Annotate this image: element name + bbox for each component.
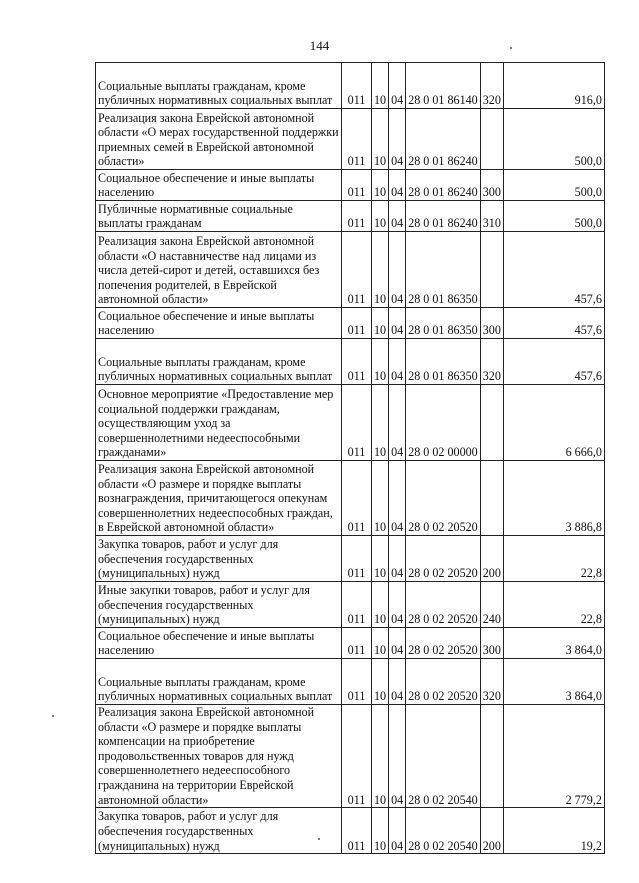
row-subsection-code: 04 (389, 339, 406, 385)
row-name: Публичные нормативные социальные выплаты гражданам (96, 201, 342, 232)
row-section-code: 10 (372, 339, 389, 385)
row-subsection-code: 04 (389, 170, 406, 201)
row-name: Реализация закона Еврейской автономной области «О размере и порядке выплаты компенсации на приобретение продовольственных товаров для нужд совершеннолетнего недееспособного гражданина на территории Еврейской автономной области» (96, 705, 342, 808)
row-target-article-code: 28 0 01 86350 (406, 232, 481, 308)
row-name: Реализация закона Еврейской автономной области «О размере и порядке выплаты вознаграждения, причитающегося опекунам совершеннолетних недееспособных граждан, в Еврейской автономной области» (96, 461, 342, 536)
row-sum: 6 666,0 (503, 385, 604, 461)
row-target-article-code: 28 0 02 00000 (406, 385, 481, 461)
row-name: Реализация закона Еврейской автономной области «О наставничестве над лицами из числа детей-сирот и детей, оставшихся без попечения родителей, в Еврейской автономной области» (96, 232, 342, 308)
table-row (96, 628, 605, 659)
row-target-article-code: 28 0 02 20520 (406, 582, 481, 628)
row-admin-code: 011 (342, 232, 372, 308)
row-sum: 500,0 (503, 170, 604, 201)
table-row (96, 659, 605, 705)
row-name: Основное мероприятие «Предоставление мер социальной поддержки гражданам, осуществляющим уход за совершеннолетними недееспособными гражданами» (96, 385, 342, 461)
row-admin-code: 011 (342, 808, 372, 854)
row-expense-type-code (480, 232, 503, 308)
row-name: Реализация закона Еврейской автономной области «О мерах государственной поддержки приемных семей в Еврейской автономной области» (96, 109, 342, 170)
row-sum: 3 864,0 (503, 628, 604, 659)
row-section-code: 10 (372, 659, 389, 705)
row-section-code: 10 (372, 705, 389, 808)
row-expense-type-code: 320 (480, 63, 503, 109)
row-name: Социальные выплаты гражданам, кроме публичных нормативных социальных выплат (96, 339, 342, 385)
row-section-code: 10 (372, 582, 389, 628)
row-admin-code: 011 (342, 659, 372, 705)
row-name: Закупка товаров, работ и услуг для обеспечения государственных (муниципальных) нужд (96, 536, 342, 582)
row-sum: 19,2 (503, 808, 604, 854)
table-row (96, 461, 605, 536)
row-subsection-code: 04 (389, 201, 406, 232)
table-row (96, 582, 605, 628)
row-subsection-code: 04 (389, 385, 406, 461)
row-subsection-code: 04 (389, 536, 406, 582)
table-row (96, 170, 605, 201)
row-target-article-code: 28 0 01 86350 (406, 339, 481, 385)
row-subsection-code: 04 (389, 808, 406, 854)
row-sum: 3 886,8 (503, 461, 604, 536)
row-target-article-code: 28 0 01 86240 (406, 109, 481, 170)
row-expense-type-code: 240 (480, 582, 503, 628)
row-sum: 500,0 (503, 109, 604, 170)
row-expense-type-code: 320 (480, 339, 503, 385)
row-section-code: 10 (372, 232, 389, 308)
row-subsection-code: 04 (389, 705, 406, 808)
row-admin-code: 011 (342, 109, 372, 170)
row-section-code: 10 (372, 628, 389, 659)
row-admin-code: 011 (342, 201, 372, 232)
row-name: Социальные выплаты гражданам, кроме публичных нормативных социальных выплат (96, 63, 342, 109)
row-target-article-code: 28 0 01 86240 (406, 170, 481, 201)
row-admin-code: 011 (342, 628, 372, 659)
row-expense-type-code: 310 (480, 201, 503, 232)
row-admin-code: 011 (342, 461, 372, 536)
row-subsection-code: 04 (389, 308, 406, 339)
row-section-code: 10 (372, 109, 389, 170)
row-name: Социальное обеспечение и иные выплаты населению (96, 170, 342, 201)
row-expense-type-code (480, 705, 503, 808)
table-row (96, 308, 605, 339)
row-sum: 2 779,2 (503, 705, 604, 808)
row-sum: 3 864,0 (503, 659, 604, 705)
row-target-article-code: 28 0 02 20520 (406, 628, 481, 659)
row-expense-type-code: 200 (480, 536, 503, 582)
row-section-code: 10 (372, 536, 389, 582)
table-row (96, 536, 605, 582)
page-number: 144 (309, 38, 330, 53)
row-name: Социальное обеспечение и иные выплаты населению (96, 308, 342, 339)
row-name: Социальное обеспечение и иные выплаты населению (96, 628, 342, 659)
row-expense-type-code: 200 (480, 808, 503, 854)
row-sum: 500,0 (503, 201, 604, 232)
row-sum: 22,8 (503, 536, 604, 582)
row-subsection-code: 04 (389, 582, 406, 628)
row-admin-code: 011 (342, 582, 372, 628)
row-target-article-code: 28 0 02 20520 (406, 461, 481, 536)
row-section-code: 10 (372, 308, 389, 339)
row-subsection-code: 04 (389, 659, 406, 705)
row-expense-type-code (480, 109, 503, 170)
row-admin-code: 011 (342, 63, 372, 109)
row-target-article-code: 28 0 01 86140 (406, 63, 481, 109)
row-subsection-code: 04 (389, 109, 406, 170)
table-row (96, 339, 605, 385)
row-expense-type-code: 300 (480, 308, 503, 339)
row-section-code: 10 (372, 385, 389, 461)
row-subsection-code: 04 (389, 232, 406, 308)
row-expense-type-code (480, 385, 503, 461)
row-admin-code: 011 (342, 385, 372, 461)
table-row (96, 385, 605, 461)
table-row (96, 232, 605, 308)
row-name: Социальные выплаты гражданам, кроме публичных нормативных социальных выплат (96, 659, 342, 705)
row-admin-code: 011 (342, 308, 372, 339)
row-name: Иные закупки товаров, работ и услуг для обеспечения государственных (муниципальных) нужд (96, 582, 342, 628)
row-admin-code: 011 (342, 170, 372, 201)
row-section-code: 10 (372, 461, 389, 536)
row-section-code: 10 (372, 170, 389, 201)
row-expense-type-code: 300 (480, 628, 503, 659)
table-row (96, 705, 605, 808)
row-sum: 22,8 (503, 582, 604, 628)
row-target-article-code: 28 0 02 20540 (406, 808, 481, 854)
row-admin-code: 011 (342, 339, 372, 385)
row-section-code: 10 (372, 63, 389, 109)
table-row (96, 63, 605, 109)
row-target-article-code: 28 0 02 20520 (406, 659, 481, 705)
row-sum: 457,6 (503, 308, 604, 339)
row-sum: 457,6 (503, 339, 604, 385)
row-sum: 916,0 (503, 63, 604, 109)
scan-speck (510, 47, 512, 49)
table-row (96, 109, 605, 170)
row-subsection-code: 04 (389, 628, 406, 659)
row-target-article-code: 28 0 02 20540 (406, 705, 481, 808)
row-target-article-code: 28 0 02 20520 (406, 536, 481, 582)
row-admin-code: 011 (342, 536, 372, 582)
row-target-article-code: 28 0 01 86350 (406, 308, 481, 339)
row-expense-type-code: 300 (480, 170, 503, 201)
budget-table (95, 62, 605, 854)
row-section-code: 10 (372, 808, 389, 854)
scan-speck (52, 715, 54, 717)
row-target-article-code: 28 0 01 86240 (406, 201, 481, 232)
row-section-code: 10 (372, 201, 389, 232)
table-body (96, 63, 605, 854)
row-name: Закупка товаров, работ и услуг для обеспечения государственных (муниципальных) нужд (96, 808, 342, 854)
row-expense-type-code (480, 461, 503, 536)
table-row (96, 808, 605, 854)
row-expense-type-code: 320 (480, 659, 503, 705)
row-sum: 457,6 (503, 232, 604, 308)
table-row (96, 201, 605, 232)
scan-speck (318, 838, 320, 840)
row-subsection-code: 04 (389, 63, 406, 109)
row-admin-code: 011 (342, 705, 372, 808)
row-subsection-code: 04 (389, 461, 406, 536)
